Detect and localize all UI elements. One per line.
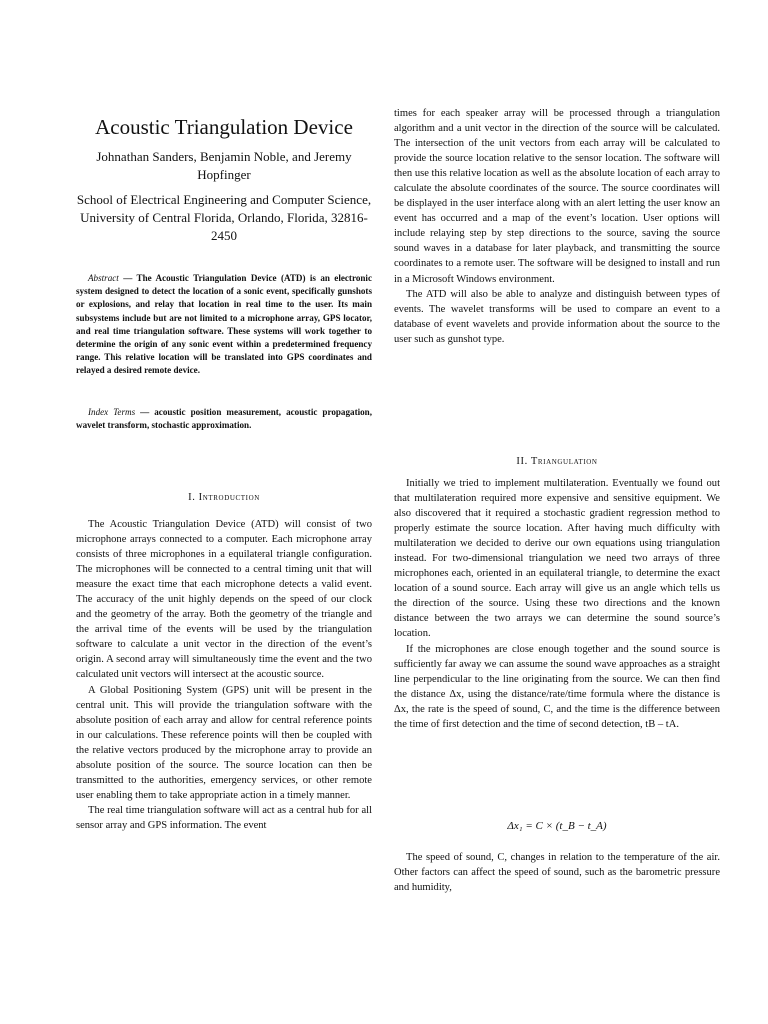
abstract-dash: — bbox=[118, 273, 137, 283]
paper-authors: Johnathan Sanders, Benjamin Noble, and Jeremy Hopfinger bbox=[96, 149, 352, 182]
section-heading-introduction: I. Introduction bbox=[188, 492, 260, 503]
paragraph: The Acoustic Triangulation Device (ATD) will consist of two microphone arrays connected to a computer. Each microphone array consists of three microphones in a equilateral triangle configuration. The microphones will be connected to a central timing unit that will measure the exact time that each microphone detects a valid event. The accuracy of the unit highly depends on the speed of our clock and the geometry of the array. Both the geometry of the triangle and the arrival time of the events will be used by the triangulation software to calculate a unit vector in the direction of the event’s origin. A second array will simultaneously time the event and the two calculated unit vectors will intersect at the acoustic source. bbox=[76, 519, 372, 681]
section-heading-triangulation: II. Triangulation bbox=[516, 456, 598, 467]
introduction-continued bbox=[394, 106, 720, 347]
index-terms-dash: — bbox=[135, 407, 155, 417]
abstract-text: The Acoustic Triangulation Device (ATD) is an electronic system designed to detect the location of a sonic event, specifically gunshots or explosions, and relay that location in real time to the user. Its main subsystems include but are not limited to a microphone array, GPS locator, and real time triangulation software. These systems will work together to determine the origin of any sonic event within a predetermined frequency range. This relative location will be translated into GPS coordinates and relayed a desired remote device. bbox=[76, 273, 372, 376]
index-terms-label: Index Terms bbox=[88, 407, 136, 417]
paragraph: A Global Positioning System (GPS) unit will be present in the central unit. This will provide the triangulation software with the absolute position of each array and allow for central reference points in our calculations. These reference points will then be coupled with the relative vectors produced by the microphone array to provide an absolute position of the source. The source location can then be transmitted to the authorities, emergency services, or other remote user enabling them to take appropriate action in a timely manner. bbox=[76, 684, 372, 801]
paragraph: The real time triangulation software will act as a central hub for all sensor array and GPS information. The event bbox=[76, 804, 372, 831]
paper-affiliation: School of Electrical Engineering and Computer Science, University of Central Florida, Orlando, Florida, 32816-2450 bbox=[76, 192, 372, 243]
abstract-label: Abstract bbox=[88, 273, 119, 283]
index-terms bbox=[76, 406, 372, 432]
paragraph: Initially we tried to implement multilateration. Eventually we found out that multilateration required more expensive and sensitive equipment. We also discovered that it required a stochastic gradient regression method to properly estimate the source location. After having much difficulty with multilateration we decided to derive our own equations using triangulation instead. For two-dimensional triangulation we need two arrays of three microphones each, oriented in an equilateral triangle, to determine the exact location of a sound source. Each array will give us an angle which tells us the direction of the source. Using these two directions and the known distance between the two arrays we can determine the sound source’s location. bbox=[394, 478, 720, 640]
paragraph: The ATD will also be able to analyze and distinguish between types of events. The wavelet transforms will be used to compare an event to a database of event wavelets and provide information about the source to the user such as gunshot type. bbox=[394, 288, 720, 345]
paragraph: The speed of sound, C, changes in relation to the temperature of the air. Other factors can affect the speed of sound, such as the barometric pressure and humidity, bbox=[394, 852, 720, 894]
equation: Δx₁ = C × (t_B − t_A) bbox=[507, 820, 607, 832]
paragraph: times for each speaker array will be processed through a triangulation algorithm and a unit vector in the direction of the source will be calculated. The intersection of the unit vectors from each array will be calculated to provide the source location relative to the sensor location. The software will then use this relative location as well as the absolute location of each array to calculate the absolute coordinates of the source. The source coordinates will be displayed in the user interface along with an alert letting the user know an event has occurred and a map of the event’s location. User options will include relaying step by step directions to the source, saving the source sound waves in a database for later playback, and transmitting the source coordinates to a remote user. The software will be designed to install and run in a Microsoft Windows environment. bbox=[394, 108, 720, 285]
introduction-body bbox=[76, 517, 372, 833]
abstract bbox=[76, 272, 372, 378]
paragraph: If the microphones are close enough together and the sound source is sufficiently far away we can assume the sound wave approaches as a straight line perpendicular to the line originating from the source. We can then find the distance Δx, using the distance/rate/time formula where the distance is Δx, the rate is the speed of sound, C, and the time is the difference between the time of first detection and the time of second detection, tB – tA. bbox=[394, 643, 720, 730]
paper-title: Acoustic Triangulation Device bbox=[95, 115, 353, 139]
triangulation-body bbox=[394, 476, 720, 732]
index-terms-text: acoustic position measurement, acoustic propagation, wavelet transform, stochastic approximation. bbox=[76, 407, 373, 431]
speed-of-sound-body bbox=[394, 850, 720, 895]
